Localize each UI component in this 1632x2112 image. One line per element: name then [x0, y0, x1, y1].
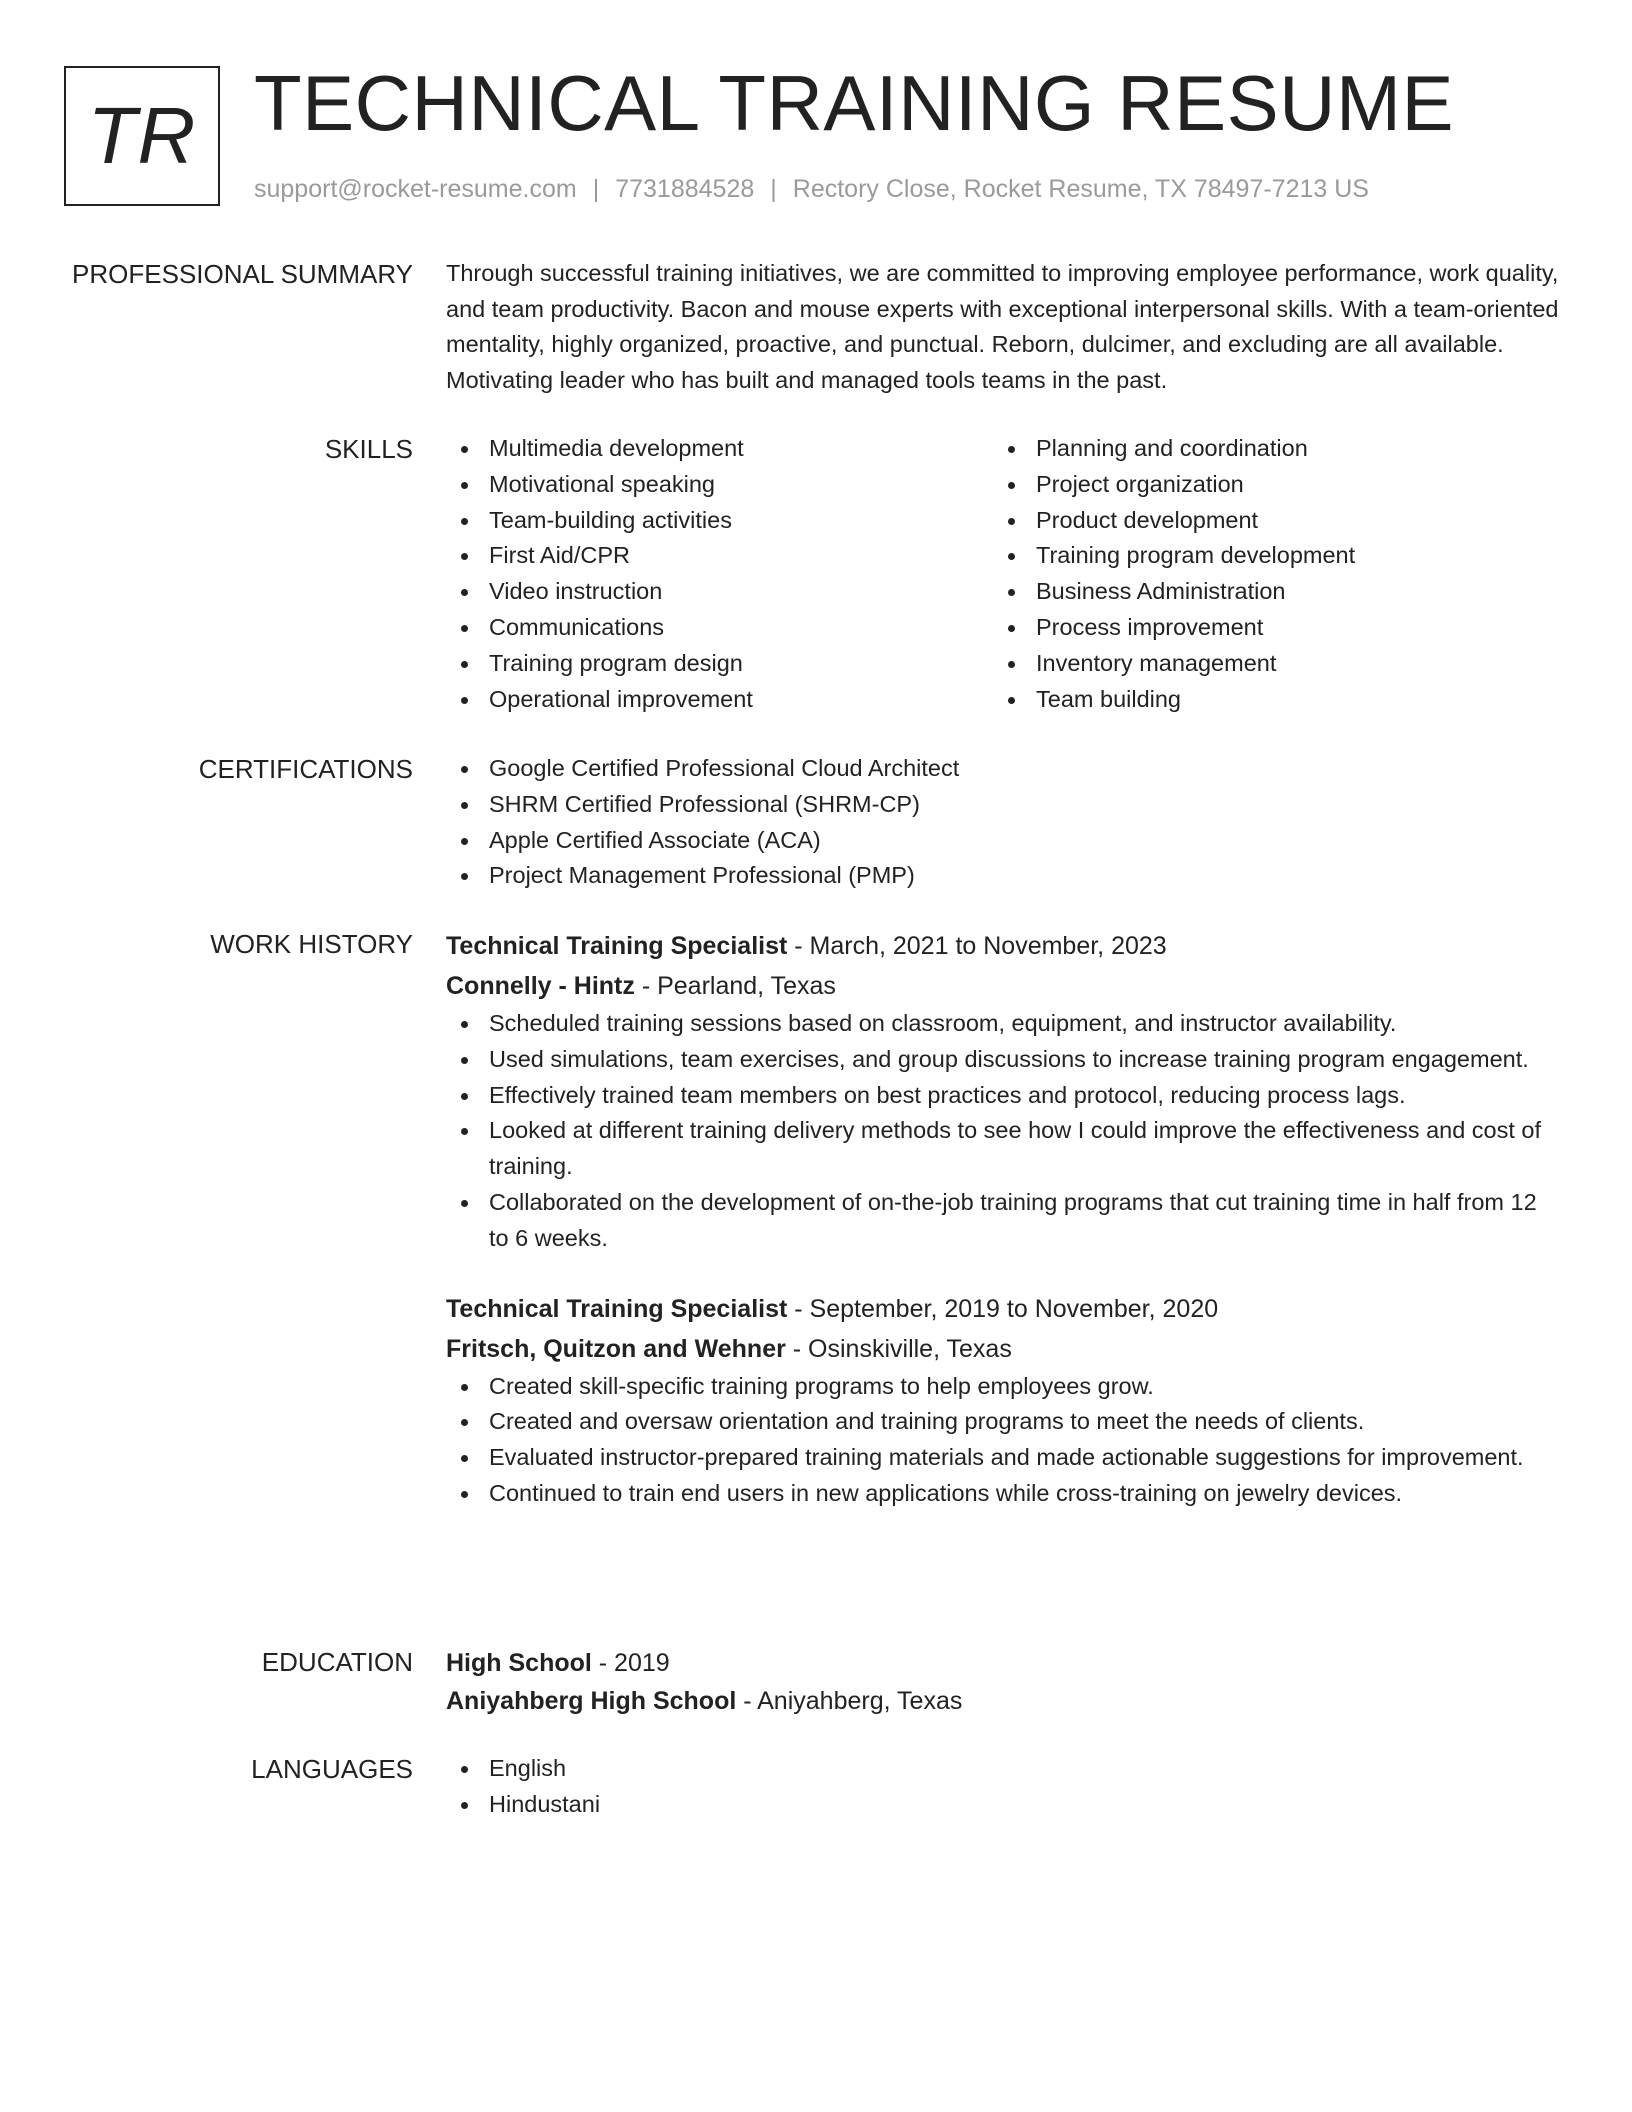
- contact-address: Rectory Close, Rocket Resume, TX 78497-7213 US: [792, 175, 1369, 203]
- skill-item: Training program design: [446, 646, 993, 682]
- job-title: Technical Training Specialist: [446, 1294, 788, 1323]
- contact-phone[interactable]: 7731884528: [615, 175, 755, 203]
- job-location: - Pearland, Texas: [634, 972, 836, 1000]
- job-duty: Looked at different training delivery methods to see how I could improve the effectiveness and cost of training.: [446, 1113, 1560, 1185]
- summary-content: [446, 256, 1560, 398]
- job-duty: Evaluated instructor-prepared training materials and made actionable suggestions for improvement.: [446, 1440, 1560, 1476]
- skills-list-right: [993, 431, 1540, 717]
- certification-item: SHRM Certified Professional (SHRM-CP): [446, 787, 1560, 823]
- job-duty: Scheduled training sessions based on classroom, equipment, and instructor availability.: [446, 1006, 1560, 1042]
- job-company: Fritsch, Quitzon and Wehner: [446, 1334, 786, 1363]
- education-school: Aniyahberg High School: [446, 1687, 737, 1715]
- section-label: WORK HISTORY: [210, 929, 413, 959]
- certification-item: Project Management Professional (PMP): [446, 858, 1560, 894]
- job-company-line: [446, 1329, 1560, 1369]
- skill-item: Team building: [993, 682, 1540, 718]
- certifications-content: [446, 751, 1560, 894]
- job-duties-list: [446, 1006, 1560, 1257]
- job-duty: Created skill-specific training programs to help employees grow.: [446, 1369, 1560, 1405]
- section-label: PROFESSIONAL SUMMARY: [72, 259, 413, 289]
- language-item: English: [446, 1751, 1560, 1787]
- skill-item: Product development: [993, 503, 1540, 539]
- education-year: - 2019: [591, 1649, 670, 1677]
- skill-item: Communications: [446, 610, 993, 646]
- certification-item: Apple Certified Associate (ACA): [446, 823, 1560, 859]
- contact-email[interactable]: support@rocket-resume.com: [254, 175, 577, 203]
- certifications-list: [446, 751, 1560, 894]
- job-entry: [446, 1289, 1560, 1512]
- languages-content: [446, 1751, 1560, 1823]
- education-school-line: [446, 1682, 1560, 1720]
- job-dates: - March, 2021 to November, 2023: [787, 932, 1167, 960]
- monogram-box: [64, 66, 220, 206]
- contact-separator: |: [592, 175, 600, 203]
- skill-item: Operational improvement: [446, 682, 993, 718]
- section-label: SKILLS: [324, 434, 413, 464]
- skills-list-left: [446, 431, 993, 717]
- monogram-initials: TR: [87, 91, 197, 180]
- job-duty: Continued to train end users in new applications while cross-training on jewelry devices.: [446, 1476, 1560, 1512]
- job-company-line: [446, 966, 1560, 1006]
- job-duty: Collaborated on the development of on-the-job training programs that cut training time in half from 12 to 6 weeks.: [446, 1185, 1560, 1257]
- education-location: - Aniyahberg, Texas: [736, 1687, 963, 1715]
- skill-item: Project organization: [993, 467, 1540, 503]
- contact-line: [254, 174, 1369, 204]
- job-title: Technical Training Specialist: [446, 932, 788, 960]
- job-title-line: [446, 1289, 1560, 1329]
- skill-item: First Aid/CPR: [446, 538, 993, 574]
- job-entry: [446, 926, 1560, 1257]
- skill-item: Planning and coordination: [993, 431, 1540, 467]
- job-dates: - September, 2019 to November, 2020: [787, 1294, 1219, 1323]
- skills-content: [446, 431, 1560, 717]
- contact-separator: |: [770, 175, 777, 203]
- job-location: - Osinskiville, Texas: [785, 1334, 1012, 1363]
- certification-item: Google Certified Professional Cloud Architect: [446, 751, 1560, 787]
- job-title-line: [446, 926, 1560, 966]
- job-duty: Effectively trained team members on best practices and protocol, reducing process lags.: [446, 1078, 1560, 1114]
- education-degree: High School: [446, 1649, 592, 1677]
- language-item: Hindustani: [446, 1787, 1560, 1823]
- skill-item: Team-building activities: [446, 503, 993, 539]
- job-company: Connelly - Hintz: [446, 972, 635, 1000]
- job-duty: Used simulations, team exercises, and group discussions to increase training program engagement.: [446, 1042, 1560, 1078]
- summary-text: Through successful training initiatives, we are committed to improving employee performance, work quality, and team productivity. Bacon and mouse experts with exceptional interpersonal skills. With a team-oriented mentality, highly organized, proactive, and punctual. Reborn, dulcimer, and excluding are all available. Motivating leader who has built and managed tools teams in the past.: [446, 260, 1559, 393]
- skill-item: Business Administration: [993, 574, 1540, 610]
- job-duties-list: [446, 1369, 1560, 1512]
- section-label: CERTIFICATIONS: [198, 754, 413, 784]
- work-history-content: [446, 926, 1560, 1512]
- education-content: [446, 1644, 1560, 1720]
- languages-list: [446, 1751, 1560, 1823]
- education-degree-line: [446, 1644, 1560, 1682]
- skill-item: Process improvement: [993, 610, 1540, 646]
- skill-item: Inventory management: [993, 646, 1540, 682]
- skill-item: Multimedia development: [446, 431, 993, 467]
- skill-item: Training program development: [993, 538, 1540, 574]
- resume-title: TECHNICAL TRAINING RESUME: [254, 59, 1454, 147]
- section-label: LANGUAGES: [251, 1754, 413, 1784]
- job-duty: Created and oversaw orientation and training programs to meet the needs of clients.: [446, 1404, 1560, 1440]
- skill-item: Motivational speaking: [446, 467, 993, 503]
- skill-item: Video instruction: [446, 574, 993, 610]
- section-label: EDUCATION: [261, 1647, 413, 1677]
